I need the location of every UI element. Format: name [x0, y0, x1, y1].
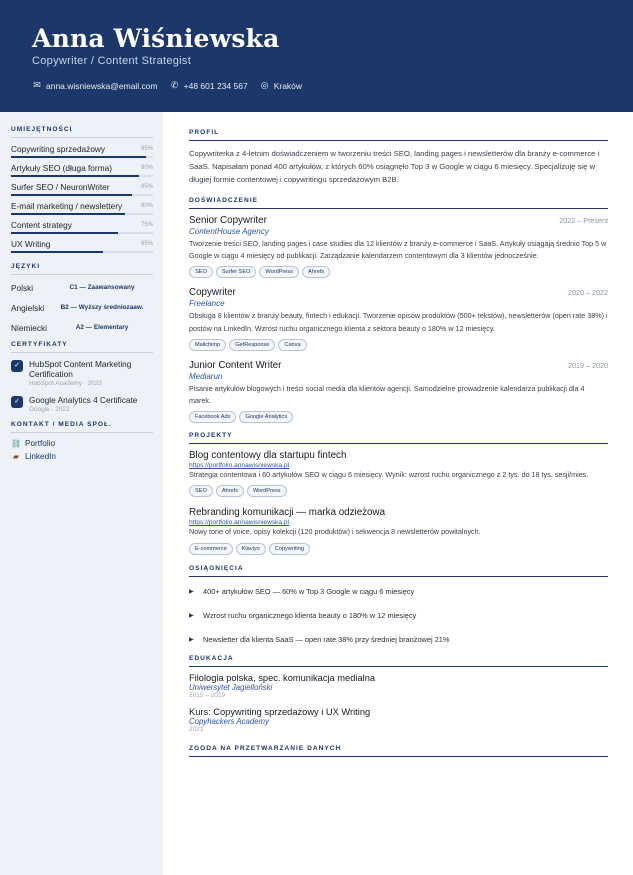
job-date: 2020 – 2022 — [568, 288, 608, 298]
language-level: C1 — Zaawansowany — [69, 284, 135, 291]
tag: Ahrefs — [216, 485, 244, 497]
skill-percent: 95% — [140, 146, 153, 152]
job-title: Copywriter — [189, 287, 236, 299]
skill-bar — [11, 156, 153, 158]
project-description: Strategia contentowa i 60 artykułów SEO w ciągu 6 miesięcy. Wynik: wzrost ruchu organicznego z 2 tys. do 18 tys. sesji/mies. — [189, 470, 589, 480]
language-item — [11, 301, 153, 315]
achievement-item — [189, 631, 608, 648]
tag: WordPress — [247, 485, 287, 497]
contact-phone[interactable] — [170, 80, 248, 91]
phone-icon: ✆ — [170, 80, 179, 90]
job-header — [189, 287, 608, 298]
person-name: Anna Wiśniewska — [32, 24, 280, 53]
link-label: Portfolio — [25, 439, 56, 448]
tag: WordPress — [259, 266, 299, 278]
project-tags — [189, 485, 608, 497]
certificate-text — [29, 395, 137, 413]
skill-name: Surfer SEO / NeuronWriter — [11, 182, 110, 192]
tag: Facebook Ads — [189, 411, 236, 423]
skill-item — [11, 144, 153, 158]
job-description: Obsługa 8 klientów z branży beauty, fintech i edukacji. Tworzenie opisów produktów (500+ tekstów), newsletterów (open rate 38%) i postów na LinkedIn. Wzrost ruchu organicznego klienta z sektora beauty o 180% w 12 miesięcy. — [189, 311, 608, 333]
achievement-text: Wzrost ruchu organicznego klienta beauty o 180% w 12 miesięcy — [203, 610, 417, 620]
achievement-item — [189, 583, 608, 600]
skill-bar-fill — [11, 251, 103, 253]
project-title: Rebranding komunikacji — marka odzieżowa — [189, 507, 386, 519]
jobs-list — [189, 215, 608, 423]
certificates-list — [11, 359, 153, 413]
skill-row — [11, 239, 153, 249]
triangle-right-icon: ▶ — [189, 588, 194, 595]
main-content — [189, 112, 608, 763]
skill-item — [11, 201, 153, 215]
language-item — [11, 281, 153, 295]
job-tags — [189, 339, 608, 351]
job-company: Freelance — [189, 299, 225, 309]
skill-item — [11, 163, 153, 177]
language-item — [11, 321, 153, 335]
education-school: Uniwersytet Jagielloński — [189, 682, 273, 692]
job-tags — [189, 266, 608, 278]
tag: GetResponse — [229, 339, 275, 351]
briefcase-icon: ▰ — [12, 452, 20, 461]
education-years: 2015 – 2019 — [189, 691, 226, 699]
certificate-name: Google Analytics 4 Certificate — [29, 395, 138, 405]
phone-text: +48 601 234 567 — [183, 80, 248, 91]
triangle-right-icon: ▶ — [189, 612, 194, 619]
skill-bar-fill — [11, 175, 139, 177]
skill-bar — [11, 232, 153, 234]
skill-bar-fill — [11, 156, 146, 158]
skill-row — [11, 163, 153, 173]
tag: Ahrefs — [302, 266, 330, 278]
language-name: Niemiecki — [11, 323, 47, 333]
skills-list — [11, 144, 153, 253]
skill-item — [11, 220, 153, 234]
project-tags — [189, 543, 608, 555]
tag: Google Analytics — [239, 411, 293, 423]
job-description: Pisanie artykułów blogowych i treści social media dla klientów agencji. Samodzielne prowadzenie kalendarza publikacji dla 4 marek. — [189, 383, 585, 406]
language-level: A2 — Elementary — [75, 324, 129, 331]
job-header — [189, 215, 608, 226]
triangle-right-icon: ▶ — [189, 636, 194, 643]
education-entry — [189, 707, 608, 733]
job-entry — [189, 215, 608, 278]
profile-text: Copywriterka z 4-letnim doświadczeniem w tworzeniu treści SEO, landing pages i newsletterów dla branży e-commerce i SaaS. Napisałam ponad 400 artykułów, z których 60% osiągnęło Top 3 w Google w ciągu 6 miesięcy. Specjalizuję się w długiej formie contentowej i copywritingu sprzedażowym B2B. — [189, 149, 600, 184]
job-company: Mediarun — [189, 371, 223, 381]
link-label: LinkedIn — [25, 452, 56, 461]
projects-section-title: PROJEKTY — [189, 432, 608, 444]
skill-name: Content strategy — [11, 220, 72, 230]
skill-item — [11, 182, 153, 196]
skill-row — [11, 201, 153, 211]
tag: Mailchimp — [189, 339, 226, 351]
contact-email[interactable] — [32, 80, 158, 91]
language-name: Polski — [11, 283, 34, 293]
achievement-text: 400+ artykułów SEO — 60% w Top 3 Google w ciągu 6 miesięcy — [203, 586, 415, 596]
education-section-title: EDUKACJA — [189, 655, 608, 667]
job-entry — [189, 360, 608, 423]
education-title: Kurs: Copywriting sprzedażowy i UX Writing — [189, 706, 371, 717]
certificate-item — [11, 359, 153, 387]
skill-row — [11, 182, 153, 192]
achievements-list — [189, 583, 608, 648]
skill-item — [11, 239, 153, 253]
project-link[interactable]: https://portfolio.annawisniewska.pl — [189, 462, 290, 470]
certificate-badge-icon: ✓ — [11, 396, 23, 408]
skill-row — [11, 220, 153, 230]
links-list — [11, 439, 153, 461]
contact-row — [32, 80, 601, 91]
person-role: Copywriter / Content Strategist — [32, 55, 192, 67]
education-school: Copyhackers Academy — [189, 716, 269, 726]
skill-name: UX Writing — [11, 239, 51, 249]
tag: Klaviyo — [236, 543, 266, 555]
skill-bar-fill — [11, 232, 118, 234]
job-header — [189, 360, 608, 371]
job-title: Senior Copywriter — [189, 215, 267, 226]
skill-bar — [11, 175, 153, 177]
experience-section-title: DOŚWIADCZENIE — [189, 197, 608, 209]
certificate-issuer: Google · 2022 — [29, 406, 70, 413]
project-link[interactable]: https://portfolio.annawisniewska.pl — [189, 519, 290, 527]
job-title: Junior Content Writer — [189, 359, 282, 371]
skill-percent: 75% — [140, 222, 153, 228]
job-date: 2022 – Present — [559, 216, 608, 225]
skill-bar — [11, 194, 153, 196]
email-text: anna.wisniewska@email.com — [46, 80, 158, 91]
project-entry — [189, 450, 608, 497]
tag: Canva — [278, 339, 306, 351]
languages-list — [11, 281, 153, 335]
tag: SEO — [189, 485, 213, 497]
skill-percent: 90% — [140, 165, 153, 171]
tag: SEO — [189, 266, 213, 278]
skill-name: Artykuły SEO (długa forma) — [11, 163, 112, 173]
skill-name: Copywriting sprzedażowy — [11, 144, 106, 154]
achievement-item — [189, 607, 608, 624]
project-title: Blog contentowy dla startupu fintech — [189, 450, 347, 462]
certificate-text — [29, 359, 153, 387]
link-icon: ⛓ — [11, 439, 22, 448]
skill-percent: 80% — [140, 203, 153, 209]
tag: Surfer SEO — [216, 266, 257, 278]
job-tags — [189, 411, 608, 423]
skill-percent: 65% — [140, 241, 153, 247]
sidebar — [0, 112, 163, 875]
certificate-name: HubSpot Content Marketing Certification — [29, 359, 132, 379]
mail-icon: ✉ — [33, 80, 41, 90]
languages-section-title: JĘZYKI — [11, 263, 153, 275]
profile-section-title: PROFIL — [189, 129, 608, 141]
skill-row — [11, 144, 153, 154]
education-title: Filologia polska, spec. komunikacja medialna — [189, 672, 376, 683]
certificate-item — [11, 395, 153, 413]
contact-location — [260, 80, 302, 91]
achievement-text: Newsletter dla klienta SaaS — open rate 38% przy średniej branżowej 21% — [203, 634, 450, 644]
skill-bar — [11, 213, 153, 215]
job-entry — [189, 287, 608, 350]
education-years: 2021 — [189, 725, 204, 733]
job-company: ContentHouse Agency — [189, 227, 269, 236]
resume-header — [0, 0, 633, 112]
certificates-section-title: CERTYFIKATY — [11, 341, 153, 353]
projects-list — [189, 450, 608, 554]
skill-bar-fill — [11, 194, 132, 196]
job-description: Tworzenie treści SEO, landing pages i case studies dla 12 klientów z branży e-commerce i SaaS. Artykuły osiągają średnio Top 5 w Google w ciągu 4 miesięcy od publikacji. Zarządzanie kalendarzem contentowym dla 3 klientów jednocześnie. — [189, 239, 607, 261]
skill-bar-fill — [11, 213, 125, 215]
link-portfolio[interactable] — [11, 439, 153, 448]
project-entry — [189, 507, 608, 554]
skill-name: E-mail marketing / newslettery — [11, 201, 123, 211]
education-entry — [189, 673, 608, 699]
skill-bar — [11, 251, 153, 253]
skill-percent: 85% — [140, 184, 153, 190]
achievements-section-title: OSIĄGNIĘCIA — [189, 565, 608, 577]
skills-section-title: UMIEJĘTNOŚCI — [11, 126, 153, 138]
job-date: 2019 – 2020 — [568, 360, 608, 370]
links-section-title: KONTAKT / MEDIA SPOŁ. — [11, 421, 153, 433]
certificate-issuer: HubSpot Academy · 2023 — [29, 380, 102, 387]
language-level: B2 — Wyższy średniozaaw. — [60, 304, 144, 311]
consent-section-title: ZGODA NA PRZETWARZANIE DANYCH — [189, 745, 608, 757]
education-list — [189, 673, 608, 733]
location-pin-icon: ◎ — [260, 80, 269, 90]
link-linkedin[interactable] — [11, 452, 153, 461]
location-text: Kraków — [273, 80, 303, 91]
language-name: Angielski — [11, 303, 45, 313]
certificate-badge-icon: ✓ — [11, 360, 23, 372]
tag: Copywriting — [269, 543, 310, 555]
tag: E-commerce — [189, 543, 233, 555]
project-description: Nowy tone of voice, opisy kolekcji (120 produktów) i sekwencja 8 newsletterów powitalnych. — [189, 527, 481, 537]
